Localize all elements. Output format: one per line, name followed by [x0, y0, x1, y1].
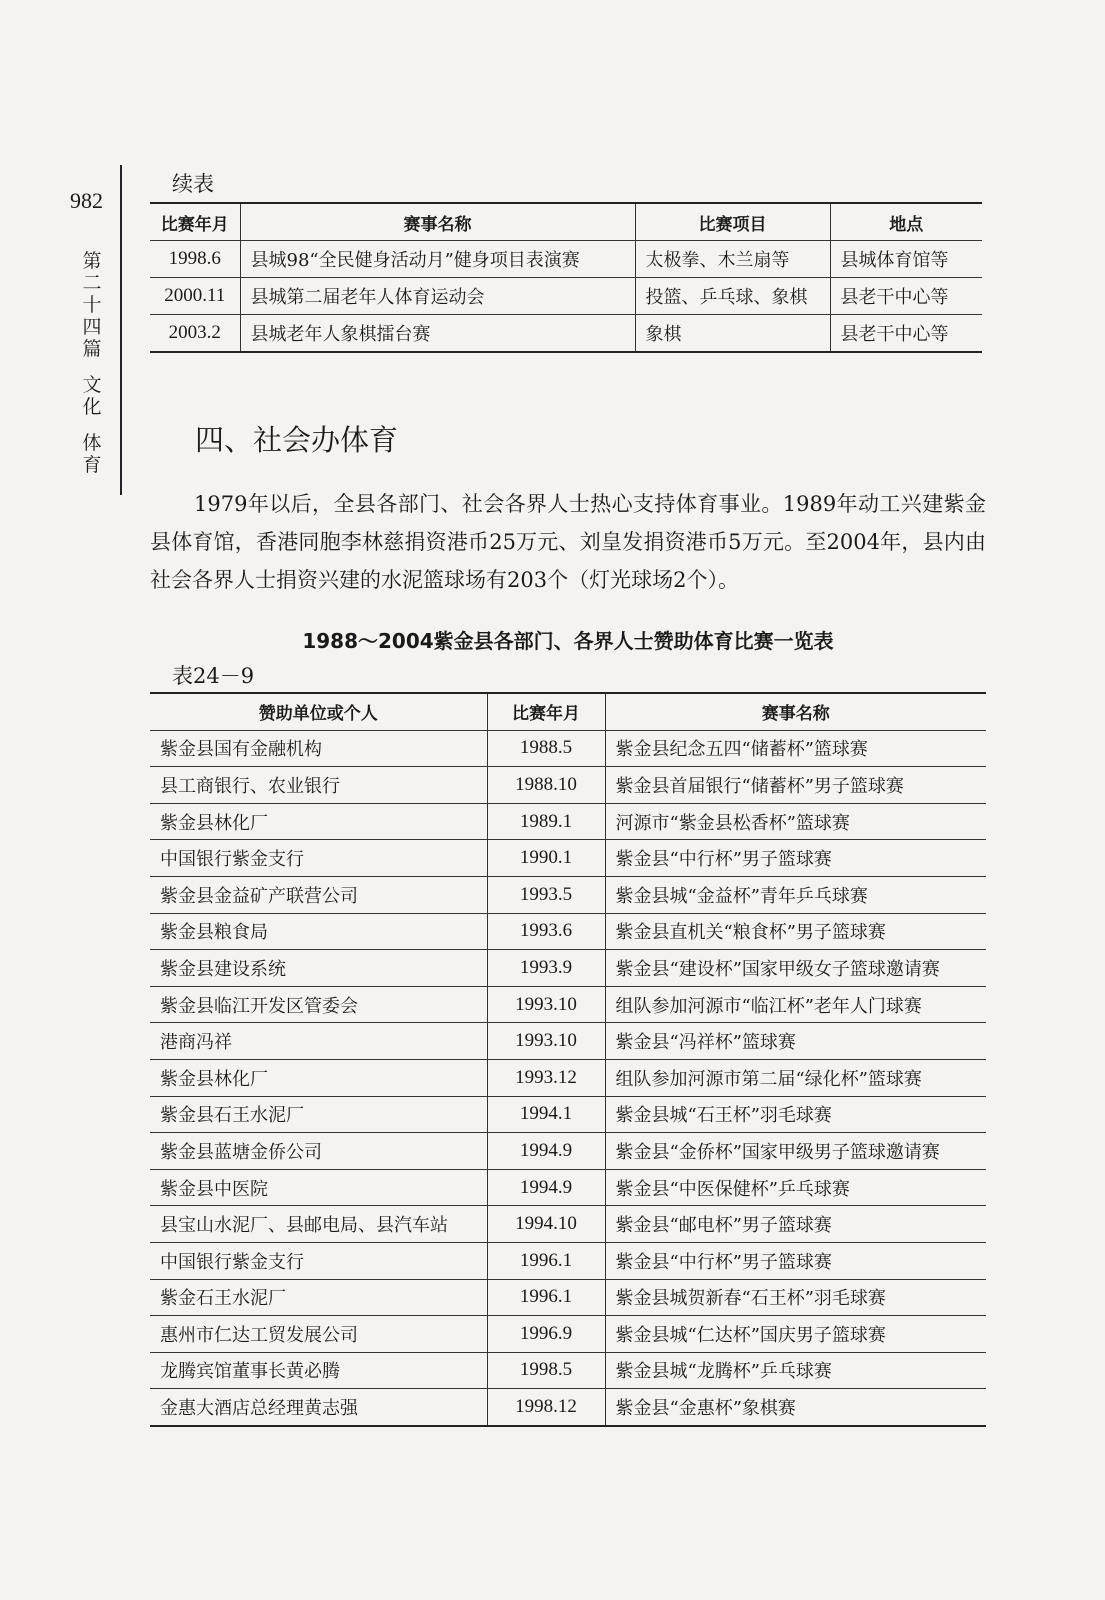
table-cell: 紫金县金益矿产联营公司	[150, 876, 487, 913]
table-cell: 1996.1	[487, 1242, 605, 1279]
table-cell: 1993.10	[487, 986, 605, 1023]
table-cell: 紫金县城“金益杯”青年乒乓球赛	[605, 876, 986, 913]
table-cell: 紫金县国有金融机构	[150, 730, 487, 767]
table-cell: 紫金县“邮电杯”男子篮球赛	[605, 1206, 986, 1243]
table-cell: 紫金县中医院	[150, 1169, 487, 1206]
table-cell: 县老干中心等	[830, 278, 982, 315]
table-cell: 紫金县直机关“粮食杯”男子篮球赛	[605, 913, 986, 950]
table-cell: 1993.6	[487, 913, 605, 950]
table-cell: 1989.1	[487, 803, 605, 840]
table1-header: 比赛年月	[150, 203, 240, 241]
table-cell: 紫金县“中行杯”男子篮球赛	[605, 840, 986, 877]
table-row	[150, 913, 986, 950]
table-cell: 中国银行紫金支行	[150, 1242, 487, 1279]
table-cell: 1994.10	[487, 1206, 605, 1243]
section-heading: 四、社会办体育	[195, 423, 399, 457]
table-cell: 紫金县城贺新春“石王杯”羽毛球赛	[605, 1279, 986, 1316]
table-row	[150, 1096, 986, 1133]
table-row	[150, 840, 986, 877]
table-cell: 紫金县“中行杯”男子篮球赛	[605, 1242, 986, 1279]
table-row	[150, 767, 986, 804]
table1-header: 赛事名称	[240, 203, 635, 241]
table-row	[150, 876, 986, 913]
table-row	[150, 1242, 986, 1279]
table2-caption: 表24－9	[172, 664, 255, 688]
table-cell: 1993.9	[487, 950, 605, 987]
table-cell: 紫金县粮食局	[150, 913, 487, 950]
table-cell: 紫金县林化厂	[150, 803, 487, 840]
table-row	[150, 986, 986, 1023]
sponsorship-table	[150, 692, 986, 1427]
table-cell: 象棋	[635, 315, 830, 353]
table-row	[150, 1023, 986, 1060]
table-cell: 紫金县林化厂	[150, 1059, 487, 1096]
table-cell: 紫金县石王水泥厂	[150, 1096, 487, 1133]
table-cell: 投篮、乒乓球、象棋	[635, 278, 830, 315]
table-row	[150, 803, 986, 840]
table-cell: 组队参加河源市“临江杯”老年人门球赛	[605, 986, 986, 1023]
margin-rule	[120, 165, 122, 495]
table-cell: 紫金县“建设杯”国家甲级女子篮球邀请赛	[605, 950, 986, 987]
table-cell: 太极拳、木兰扇等	[635, 241, 830, 278]
table-cell: 紫金县纪念五四“储蓄杯”篮球赛	[605, 730, 986, 767]
table-cell: 紫金县城“龙腾杯”乒乓球赛	[605, 1352, 986, 1389]
table-cell: 紫金县城“仁达杯”国庆男子篮球赛	[605, 1316, 986, 1353]
table-cell: 惠州市仁达工贸发展公司	[150, 1316, 487, 1353]
table2-header: 赞助单位或个人	[150, 693, 487, 730]
table-row	[150, 278, 982, 315]
table-row	[150, 730, 986, 767]
page-number: 982	[70, 188, 103, 213]
table-cell: 紫金石王水泥厂	[150, 1279, 487, 1316]
table2-header: 赛事名称	[605, 693, 986, 730]
table1-header: 地点	[830, 203, 982, 241]
table-cell: 1990.1	[487, 840, 605, 877]
table-row	[150, 1316, 986, 1353]
table-cell: 2003.2	[150, 315, 240, 353]
table-row	[150, 1206, 986, 1243]
table-cell: 1998.5	[487, 1352, 605, 1389]
table-cell: 县城98“全民健身活动月”健身项目表演赛	[240, 241, 635, 278]
table-cell: 2000.11	[150, 278, 240, 315]
table-cell: 县宝山水泥厂、县邮电局、县汽车站	[150, 1206, 487, 1243]
table-cell: 1994.9	[487, 1169, 605, 1206]
table-cell: 1996.9	[487, 1316, 605, 1353]
table-cell: 1998.6	[150, 241, 240, 278]
table-row	[150, 241, 982, 278]
table-cell: 紫金县“冯祥杯”篮球赛	[605, 1023, 986, 1060]
table-cell: 1993.5	[487, 876, 605, 913]
table-cell: 1998.12	[487, 1389, 605, 1426]
table1-caption: 续表	[172, 172, 214, 196]
table-cell: 紫金县建设系统	[150, 950, 487, 987]
table-cell: 1994.9	[487, 1133, 605, 1170]
table-row	[150, 1169, 986, 1206]
table-cell: 1996.1	[487, 1279, 605, 1316]
table1-header: 比赛项目	[635, 203, 830, 241]
table-row	[150, 1059, 986, 1096]
table-row	[150, 1352, 986, 1389]
table-cell: 县工商银行、农业银行	[150, 767, 487, 804]
table-row	[150, 315, 982, 353]
table-cell: 组队参加河源市第二届“绿化杯”篮球赛	[605, 1059, 986, 1096]
chapter-part: 第二十四篇	[82, 250, 102, 360]
table-cell: 紫金县“中医保健杯”乒乓球赛	[605, 1169, 986, 1206]
table-cell: 龙腾宾馆董事长黄必腾	[150, 1352, 487, 1389]
table-cell: 1993.10	[487, 1023, 605, 1060]
table-cell: 县城第二届老年人体育运动会	[240, 278, 635, 315]
table-cell: 紫金县蓝塘金侨公司	[150, 1133, 487, 1170]
table-cell: 紫金县临江开发区管委会	[150, 986, 487, 1023]
continued-events-table	[150, 202, 982, 353]
table-cell: 1993.12	[487, 1059, 605, 1096]
table-cell: 县城老年人象棋擂台赛	[240, 315, 635, 353]
body-paragraph: 1979年以后，全县各部门、社会各界人士热心支持体育事业。1989年动工兴建紫金县体育馆，香港同胞李林慈捐资港币25万元、刘皇发捐资港币5万元。至2004年，县内由社会各界人士捐资兴建的水泥篮球场有203个（灯光球场2个）。	[150, 492, 986, 592]
table-cell: 河源市“紫金县松香杯”篮球赛	[605, 803, 986, 840]
table-cell: 紫金县首届银行“储蓄杯”男子篮球赛	[605, 767, 986, 804]
table2-header: 比赛年月	[487, 693, 605, 730]
table-row	[150, 1133, 986, 1170]
chapter-subject-a: 文化	[82, 374, 102, 418]
table-cell: 县老干中心等	[830, 315, 982, 353]
chapter-subject-b: 体育	[82, 432, 102, 476]
table-row	[150, 1279, 986, 1316]
table-cell: 1988.10	[487, 767, 605, 804]
table-row	[150, 1389, 986, 1426]
chapter-side-title	[80, 250, 104, 476]
table-cell: 港商冯祥	[150, 1023, 487, 1060]
table-cell: 紫金县“金侨杯”国家甲级男子篮球邀请赛	[605, 1133, 986, 1170]
table-cell: 1994.1	[487, 1096, 605, 1133]
table-cell: 1988.5	[487, 730, 605, 767]
table-cell: 金惠大酒店总经理黄志强	[150, 1389, 487, 1426]
table-cell: 县城体育馆等	[830, 241, 982, 278]
table-cell: 中国银行紫金支行	[150, 840, 487, 877]
table-row	[150, 950, 986, 987]
table-cell: 紫金县“金惠杯”象棋赛	[605, 1389, 986, 1426]
table2-title: 1988～2004紫金县各部门、各界人士赞助体育比赛一览表	[302, 629, 834, 653]
table-cell: 紫金县城“石王杯”羽毛球赛	[605, 1096, 986, 1133]
